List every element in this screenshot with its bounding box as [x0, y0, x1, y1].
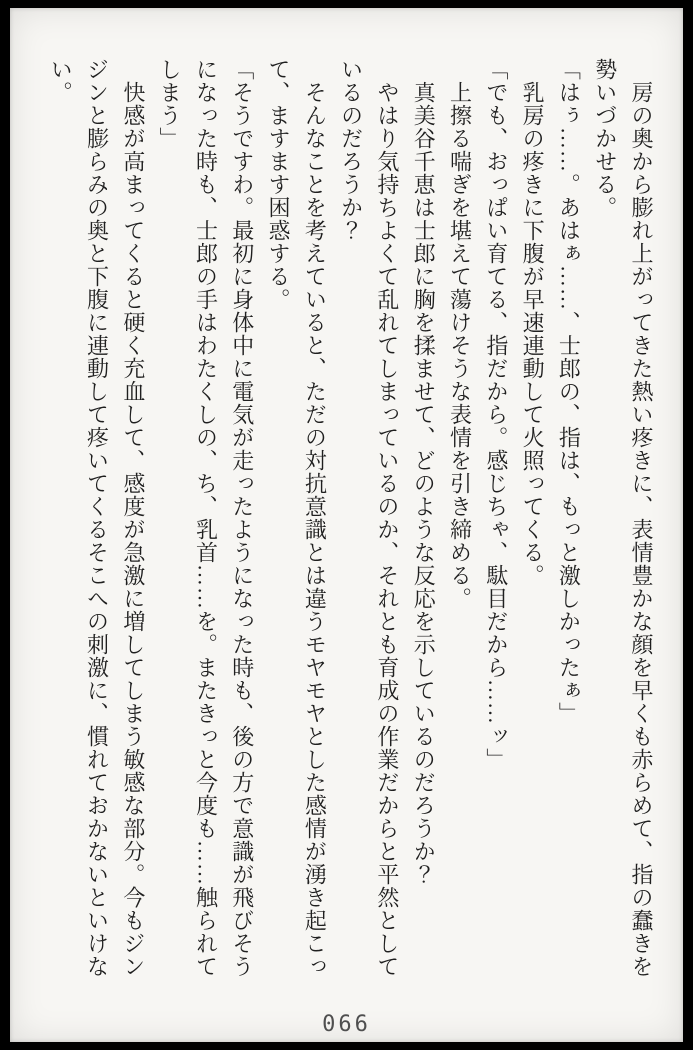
text-column: 乳房の疼きに下腹が早速連動して火照ってくる。: [520, 81, 546, 587]
text-column: 真美谷千恵は士郎に胸を揉ませて、どのような反応を示しているのだろうか？: [411, 81, 437, 886]
page-number: 066: [322, 1012, 371, 1037]
page: [10, 8, 683, 1042]
text-column: しまう」: [157, 58, 183, 150]
text-column: 「そうですわ。最初に身体中に電気が走ったようになった時も、後の方で意識が飛びそう: [229, 58, 255, 978]
text-column: 上擦る喘ぎを堪えて蕩けそうな表情を引き締める。: [447, 81, 473, 610]
text-column: いるのだろうか？: [338, 58, 364, 242]
text-column: 房の奥から膨れ上がってきた熱い疼きに、表情豊かな顔を早くも赤らめて、指の蠢きを: [629, 81, 654, 978]
text-column: 勢いづかせる。: [592, 58, 618, 219]
text-column: 「はぅ……。あはぁ……、士郎の、指は、もっと激しかったぁ」: [556, 58, 582, 725]
text-column: い。: [48, 58, 74, 104]
text-column: やはり気持ちよくて乱れてしまっているのか、それとも育成の作業だからと平然として: [374, 81, 400, 978]
text-column: ジンと膨らみの奥と下腹に連動して疼いてくるそこへの刺激に、慣れておかないといけな: [84, 58, 110, 978]
text-column: になった時も、士郎の手はわたくしの、ち、乳首……を。またきっと今度も……触られて: [193, 58, 219, 978]
text-area: [42, 58, 659, 980]
text-column: て、ますます困惑する。: [266, 58, 292, 311]
text-column: そんなことを考えていると、ただの対抗意識とは違うモヤモヤとした感情が湧き起こっ: [302, 81, 328, 978]
text-column: 快感が高まってくると硬く充血して、感度が急激に増してしまう敏感な部分。今もジン: [120, 81, 146, 978]
text-column: 「でも、おっぱい育てる、指だから。感じちゃ、駄目だから……ッ」: [483, 58, 509, 771]
